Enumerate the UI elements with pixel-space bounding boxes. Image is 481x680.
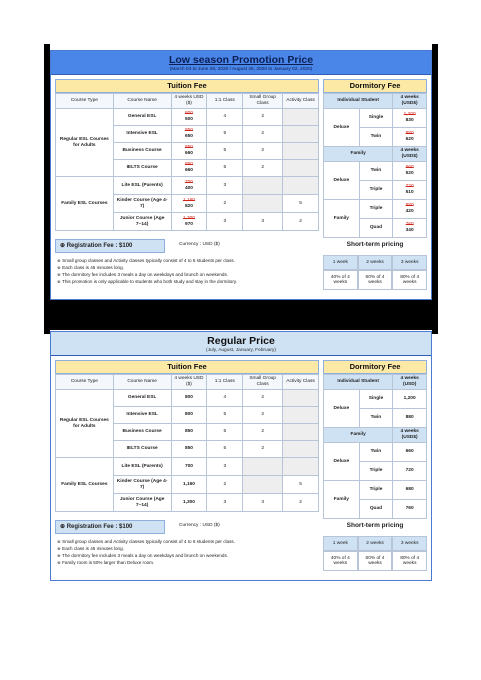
col-small-group: Small Group Class bbox=[243, 375, 283, 390]
registration-icon: ⊕ bbox=[60, 524, 67, 530]
note-line: ※ Each class is 45 minutes long. bbox=[57, 546, 124, 551]
old-price: 1,200 bbox=[403, 112, 416, 118]
old-price: 700 bbox=[184, 179, 193, 185]
short-term-week: 1 week bbox=[323, 255, 358, 270]
one-on-one-count: 5 bbox=[207, 407, 243, 424]
activity-count: 2 bbox=[283, 213, 319, 231]
new-price: 420 bbox=[405, 209, 414, 214]
activity-count bbox=[283, 143, 319, 160]
old-price: 1,300 bbox=[182, 215, 195, 221]
activity-count: 5 bbox=[283, 476, 319, 494]
col-course-type: Course Type bbox=[56, 94, 114, 109]
table-row bbox=[56, 390, 319, 407]
small-group-count: 3 bbox=[243, 213, 283, 231]
activity-count bbox=[283, 160, 319, 177]
dorm-family-label: Family bbox=[324, 147, 393, 162]
one-on-one-count: 3 bbox=[207, 494, 243, 512]
col-activity: Activity Class bbox=[283, 375, 319, 390]
one-on-one-count: 5 bbox=[207, 126, 243, 143]
note-line: ※ The dormitory fee includes 3 meals a day on weekdays and brunch on weekends. bbox=[57, 272, 229, 277]
activity-count bbox=[283, 424, 319, 441]
new-price: 500 bbox=[184, 117, 193, 122]
small-group-count bbox=[243, 195, 283, 213]
old-price: 800 bbox=[184, 111, 193, 117]
regular-panel bbox=[50, 331, 432, 581]
one-on-one-count: 3 bbox=[207, 458, 243, 476]
promo-tuition-fee-heading: Tuition Fee bbox=[55, 79, 319, 93]
col-small-group: Small Group Class bbox=[243, 94, 283, 109]
one-on-one-count: 2 bbox=[207, 195, 243, 213]
course-name: Intensive ESL bbox=[113, 126, 171, 143]
registration-fee-text: Registration Fee : $100 bbox=[66, 243, 133, 249]
regular-dormitory-table bbox=[323, 374, 427, 519]
new-price: 660 bbox=[184, 151, 193, 156]
dorm-occupancy: Triple bbox=[359, 181, 393, 200]
new-price: 340 bbox=[405, 228, 414, 233]
new-price: 820 bbox=[184, 203, 193, 209]
old-price: 660 bbox=[405, 165, 414, 171]
activity-count: 2 bbox=[283, 494, 319, 512]
price: 850 bbox=[171, 441, 207, 458]
course-type-regular: Regular ESL Courses for Adults bbox=[56, 390, 114, 458]
old-price: 850 bbox=[184, 128, 193, 134]
note-line: ※ Small group classes and Activity classes typically consist of 4 to 6 students per class. bbox=[57, 539, 235, 544]
small-group-count: 2 bbox=[243, 143, 283, 160]
price: 850 bbox=[171, 424, 207, 441]
dorm-occupancy: Quad bbox=[359, 219, 393, 238]
table-row bbox=[56, 109, 319, 126]
promo-subtitle: (March 03 to June 28, 2020 / August 25, 2020 to January 02, 2020) bbox=[169, 67, 313, 72]
old-price: 850 bbox=[184, 162, 193, 168]
course-name: General ESL bbox=[113, 390, 171, 407]
one-on-one-count: 5 bbox=[207, 160, 243, 177]
new-price: 970 bbox=[184, 221, 193, 227]
course-name: Intensive ESL bbox=[113, 407, 171, 424]
regular-tuition-fee-heading: Tuition Fee bbox=[55, 360, 319, 374]
activity-count bbox=[283, 441, 319, 458]
promo-currency: Currency : USD ($) bbox=[179, 242, 220, 247]
short-term-week: 2 weeks bbox=[358, 536, 393, 551]
short-term-week: 2 weeks bbox=[358, 255, 393, 270]
new-price: 620 bbox=[405, 137, 414, 142]
small-group-count: 2 bbox=[243, 126, 283, 143]
table-row bbox=[56, 458, 319, 476]
old-price: 720 bbox=[405, 184, 414, 190]
price: 660 bbox=[393, 443, 427, 462]
dorm-room-type: Deluxe bbox=[324, 443, 360, 481]
promo-short-term-table bbox=[323, 255, 427, 290]
price: 700 bbox=[171, 458, 207, 476]
col-4weeks: 4 weeks USD ($) bbox=[171, 375, 207, 390]
activity-count bbox=[283, 407, 319, 424]
course-name: General ESL bbox=[113, 109, 171, 126]
short-term-rate: 80% of 4 weeks bbox=[392, 551, 427, 571]
dorm-weeks-label: 4 weeks (USD$) bbox=[393, 94, 427, 109]
price: 1,300 bbox=[171, 494, 207, 512]
col-activity: Activity Class bbox=[283, 94, 319, 109]
dorm-occupancy: Single bbox=[359, 390, 393, 409]
course-name: Lite ESL (Parents) bbox=[113, 458, 171, 476]
course-name: Kinder Course (Age 4-7) bbox=[113, 476, 171, 494]
course-name: Business Course bbox=[113, 424, 171, 441]
dorm-occupancy: Triple bbox=[359, 200, 393, 219]
dorm-occupancy: Single bbox=[359, 109, 393, 128]
note-line: ※ Each class is 45 minutes long. bbox=[57, 265, 124, 270]
regular-short-term-heading: Short-term pricing bbox=[346, 522, 404, 529]
regular-currency: Currency : USD ($) bbox=[179, 523, 220, 528]
course-type-family: Family ESL Courses bbox=[56, 458, 114, 512]
dorm-individual-label: Individual Student bbox=[324, 375, 393, 390]
one-on-one-count: 5 bbox=[207, 424, 243, 441]
course-name: Kinder Course (Age 4-7) bbox=[113, 195, 171, 213]
course-name: IELTS Course bbox=[113, 160, 171, 177]
regular-tuition-table bbox=[55, 374, 319, 512]
dorm-weeks-label: 4 weeks (USD$) bbox=[393, 428, 427, 443]
short-term-week: 1 week bbox=[323, 536, 358, 551]
course-name: Junior Course (Age 7~14) bbox=[113, 213, 171, 231]
promo-dormitory-fee-heading: Dormitory Fee bbox=[323, 79, 427, 93]
one-on-one-count: 5 bbox=[207, 441, 243, 458]
regular-subtitle: (July, August, January, February) bbox=[206, 348, 276, 353]
dorm-occupancy: Quad bbox=[359, 500, 393, 519]
price: 680 bbox=[393, 481, 427, 500]
note-line: ※ This promotion is only applicable to students who both study and stay in the dormitory. bbox=[57, 279, 238, 284]
short-term-rate: 60% of 4 weeks bbox=[358, 270, 393, 290]
course-type-family: Family ESL Courses bbox=[56, 177, 114, 231]
price: 1,160 bbox=[171, 476, 207, 494]
col-4weeks: 4 weeks USD ($) bbox=[171, 94, 207, 109]
dorm-weeks-label: 4 weeks (USD$) bbox=[393, 147, 427, 162]
course-name: Business Course bbox=[113, 143, 171, 160]
dorm-occupancy: Twin bbox=[359, 409, 393, 428]
one-on-one-count: 4 bbox=[207, 390, 243, 407]
promo-panel bbox=[50, 50, 432, 300]
registration-fee-text: Registration Fee : $100 bbox=[66, 524, 133, 530]
small-group-count: 3 bbox=[243, 494, 283, 512]
short-term-week: 3 weeks bbox=[392, 255, 427, 270]
small-group-count: 2 bbox=[243, 160, 283, 177]
old-price: 1,160 bbox=[182, 197, 195, 203]
col-one-on-one: 1:1 Class bbox=[207, 94, 243, 109]
short-term-rate: 40% of 4 weeks bbox=[323, 551, 358, 571]
regular-registration-fee bbox=[55, 520, 165, 534]
price: 760 bbox=[393, 500, 427, 519]
price: 800 bbox=[171, 407, 207, 424]
course-name: IELTS Course bbox=[113, 441, 171, 458]
short-term-rate: 60% of 4 weeks bbox=[358, 551, 393, 571]
dorm-occupancy: Twin bbox=[359, 443, 393, 462]
regular-short-term-table bbox=[323, 536, 427, 571]
dorm-occupancy: Twin bbox=[359, 162, 393, 181]
regular-header bbox=[51, 332, 431, 356]
new-price: 520 bbox=[405, 171, 414, 176]
promo-dormitory-table bbox=[323, 93, 427, 238]
dorm-family-label: Family bbox=[324, 428, 393, 443]
dorm-individual-label: Individual Student bbox=[324, 94, 393, 109]
dorm-occupancy: Triple bbox=[359, 462, 393, 481]
dorm-room-type: Deluxe bbox=[324, 390, 360, 428]
dorm-weeks-label: 4 weeks (USD) bbox=[393, 375, 427, 390]
col-one-on-one: 1:1 Class bbox=[207, 375, 243, 390]
activity-count bbox=[283, 458, 319, 476]
note-line: ※ Family room is 50% larger than Deluxe room. bbox=[57, 560, 155, 565]
one-on-one-count: 2 bbox=[207, 476, 243, 494]
promo-tuition-table bbox=[55, 93, 319, 231]
one-on-one-count: 3 bbox=[207, 177, 243, 195]
new-price: 660 bbox=[184, 168, 193, 173]
small-group-count bbox=[243, 177, 283, 195]
col-course-type: Course Type bbox=[56, 375, 114, 390]
activity-count bbox=[283, 109, 319, 126]
dorm-occupancy: Twin bbox=[359, 128, 393, 147]
course-type-regular: Regular ESL Courses for Adults bbox=[56, 109, 114, 177]
promo-notes bbox=[57, 257, 319, 285]
new-price: 400 bbox=[184, 185, 193, 191]
small-group-count bbox=[243, 458, 283, 476]
price: 720 bbox=[393, 462, 427, 481]
note-line: ※ The dormitory fee includes 3 meals a day on weekdays and brunch on weekends. bbox=[57, 553, 229, 558]
old-price: 760 bbox=[405, 222, 414, 228]
small-group-count: 2 bbox=[243, 109, 283, 126]
activity-count bbox=[283, 177, 319, 195]
one-on-one-count: 3 bbox=[207, 213, 243, 231]
registration-icon: ⊕ bbox=[60, 243, 67, 249]
dorm-room-type: Family bbox=[324, 200, 360, 238]
activity-count: 5 bbox=[283, 195, 319, 213]
promo-short-term-heading: Short-term pricing bbox=[346, 241, 404, 248]
promo-header bbox=[51, 51, 431, 75]
dorm-occupancy: Triple bbox=[359, 481, 393, 500]
promo-title: Low season Promotion Price bbox=[168, 54, 314, 66]
dorm-room-type: Family bbox=[324, 481, 360, 519]
price: 800 bbox=[171, 390, 207, 407]
table-row bbox=[56, 177, 319, 195]
col-course-name: Course Name bbox=[113, 375, 171, 390]
small-group-count: 2 bbox=[243, 424, 283, 441]
small-group-count bbox=[243, 476, 283, 494]
new-price: 650 bbox=[184, 134, 193, 139]
old-price: 850 bbox=[184, 145, 193, 151]
old-price: 880 bbox=[405, 131, 414, 137]
black-bar-middle bbox=[44, 300, 438, 330]
col-course-name: Course Name bbox=[113, 94, 171, 109]
activity-count bbox=[283, 126, 319, 143]
regular-dormitory-fee-heading: Dormitory Fee bbox=[323, 360, 427, 374]
regular-notes bbox=[57, 538, 319, 566]
short-term-rate: 40% of 4 weeks bbox=[323, 270, 358, 290]
regular-title: Regular Price bbox=[207, 335, 275, 347]
small-group-count: 2 bbox=[243, 407, 283, 424]
dorm-room-type: Deluxe bbox=[324, 109, 360, 147]
price: 1,200 bbox=[393, 390, 427, 409]
one-on-one-count: 4 bbox=[207, 109, 243, 126]
activity-count bbox=[283, 390, 319, 407]
old-price: 880 bbox=[405, 203, 414, 209]
short-term-rate: 80% of 4 weeks bbox=[392, 270, 427, 290]
course-name: Lite ESL (Parents) bbox=[113, 177, 171, 195]
price: 880 bbox=[393, 409, 427, 428]
dorm-room-type: Deluxe bbox=[324, 162, 360, 200]
note-line: ※ Small group classes and Activity classes typically consist of 4 to 6 students per class. bbox=[57, 258, 235, 263]
black-bar-right bbox=[432, 44, 438, 334]
new-price: 830 bbox=[405, 118, 414, 123]
promo-registration-fee bbox=[55, 239, 165, 253]
small-group-count: 2 bbox=[243, 441, 283, 458]
new-price: 510 bbox=[405, 190, 414, 195]
course-name: Junior Course (Age 7~14) bbox=[113, 494, 171, 512]
one-on-one-count: 5 bbox=[207, 143, 243, 160]
small-group-count: 2 bbox=[243, 390, 283, 407]
short-term-week: 3 weeks bbox=[392, 536, 427, 551]
